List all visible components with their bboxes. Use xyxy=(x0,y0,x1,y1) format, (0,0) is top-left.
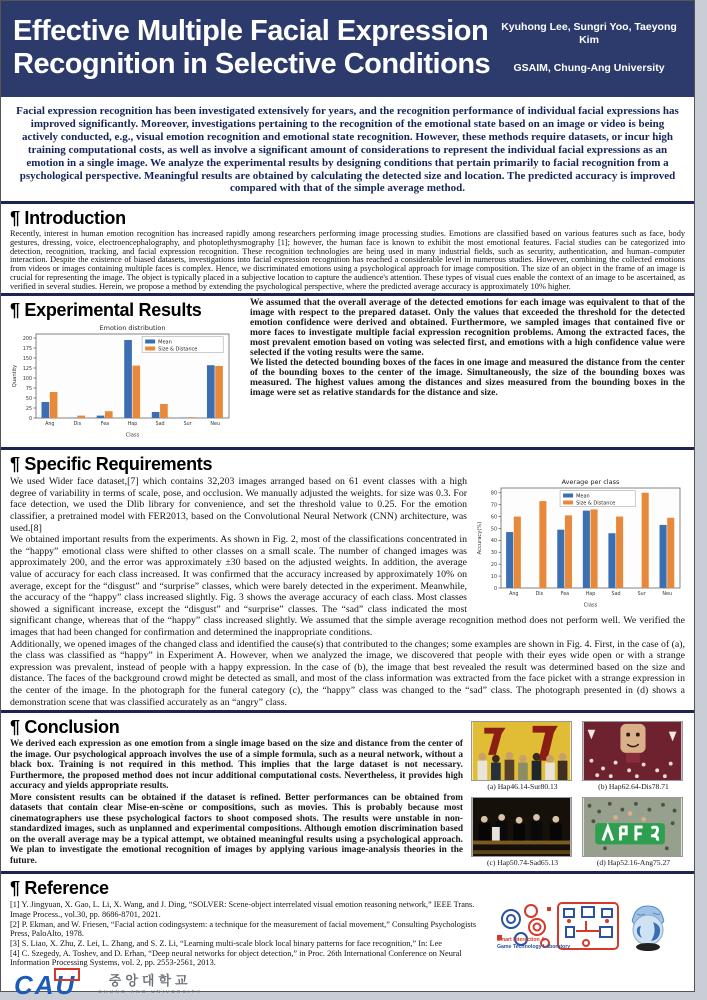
svg-text:Accuracy(%): Accuracy(%) xyxy=(477,521,483,555)
poster-header xyxy=(1,1,694,97)
introduction-heading: ¶ Introduction xyxy=(10,208,126,229)
specific-para1: We used Wider face dataset,[7] which contains 32,203 images arranged based on 61 event classes with a high degree of variability in terms of scale, pose, and occlusion. We manually adjusted the weights. for size was 0.3. For face detection, we used the Dlib library for convenience, and set the threshold value to 0.25. For the emotion classifier, a pretrained model with FER2013, based on the Convolutional Neural Network (CNN) architecture, was used.[8] xyxy=(10,476,467,534)
figure-b xyxy=(582,721,685,791)
svg-text:60: 60 xyxy=(490,515,497,521)
authors: Kyuhong Lee, Sungri Yoo, Taeyong Kim xyxy=(501,21,677,46)
university-name-english: CHUNG-ANG UNIVERSITY xyxy=(98,990,203,996)
lab-logos-block xyxy=(495,900,685,952)
poster-title-line2: Recognition in Selective Conditions xyxy=(13,48,491,80)
figure-d-image xyxy=(582,797,683,857)
cau-logo xyxy=(14,969,77,1000)
svg-text:75: 75 xyxy=(25,387,32,393)
svg-text:40: 40 xyxy=(490,539,497,545)
svg-text:100: 100 xyxy=(22,377,32,383)
figure-c xyxy=(471,797,574,867)
svg-text:Dis: Dis xyxy=(73,422,82,428)
svg-text:Neu: Neu xyxy=(210,422,221,428)
svg-text:30: 30 xyxy=(490,551,497,557)
svg-text:Size & Distance: Size & Distance xyxy=(576,500,616,507)
svg-text:Neu: Neu xyxy=(662,592,673,598)
university-name-korean: 중앙대학교 xyxy=(108,973,192,989)
svg-text:Fea: Fea xyxy=(100,422,110,428)
svg-text:25: 25 xyxy=(25,407,32,413)
svg-text:Mean: Mean xyxy=(576,493,590,500)
svg-text:Average per class: Average per class xyxy=(561,478,620,487)
reference-item-4: [4] C. Szegedy, A. Toshev, and D. Erhan, “Deep neural networks for object detection,” in Proc. 26th International Conference on Neural Information Processing Systems, vol. 2, pp. 2553-2561, 2013. xyxy=(10,948,462,968)
conclusion-para2: More consistent results can be obtained if the dataset is refined. Better performances can be obtained from datasets that contain clear Mise-en-scène or compositions, such as movies. This is probably because most cinematographers use these psychological factors to shoot composed shots. The results were unstable in non-standardized images, such as unplanned and experimental compositions. Although emotion discrimination based on the overall average may be a typical attempt, we obtained meaningful results using a psychological approach. We plan to investigate the emotional recognition of images by applying various image-analysis theories in the future. xyxy=(10,792,463,866)
footer-logos-row xyxy=(10,969,685,1000)
svg-text:80: 80 xyxy=(490,491,497,497)
svg-text:Ang: Ang xyxy=(45,422,55,428)
svg-text:0: 0 xyxy=(28,417,32,423)
abstract-text: Facial expression recognition has been investigated extensively for years, and the recognition performance of individual facial expressions has improved significantly. Moreover, investigations pertaining to the recognition of the emotional state based on an image or video is being actively conducted, e.g., visual emotion recognition and emotional state recognition. However, these methods require datasets, or incur high training computational costs, as well as involve a significant amount of considerations to represent the individual facial expressions as an emotion in a single image. We analyze the experimental results by designing conditions that pertain primarily to facial recognition from a psychological perspective. Meaningful results are obtained by calculating the detected size and location. The predicted accuracy is improved compared with that of the simple average method. xyxy=(16,105,679,195)
reference-heading: ¶ Reference xyxy=(10,878,109,899)
cau-logo-text: CAU xyxy=(14,969,77,1000)
svg-text:50: 50 xyxy=(25,397,32,403)
experimental-heading: ¶ Experimental Results xyxy=(10,300,202,321)
reference-section xyxy=(1,874,694,999)
abstract-section xyxy=(1,97,694,201)
introduction-body: Recently, interest in human emotion recognition has increased rapidly among researchers performing image processing studies. Emotions are classified based on various features such as face, body gestures, dressing, voice, electroencephalography, and photoplethysmography [1]; however, the human face is known to exhibit the most emotional features. Facial studies can be categorized into detection, recognition, tracking, and facial expression recognition. These recognition technologies are being used in many industrial fields, such as security, authentication, and human–computer interaction. Despite the existence of biased datasets, investigations into facial expression recognition has reached a considerable level in numerous studies. However, combining the collected emotions from videos or images containing multiple faces is complex. Hence, we discriminated emotions using a psychological approach for image composition. The size of an object in the frame of an image is crucial for representing the image. The object is typically placed in a subjective location to capture the audience's attention. These types of visual cues enable the context of an image to be ascertained, as verified in several studies. Herein, we propose a method by extending the psychological perspective, where the predicted average accuracy is approximately 10% higher. xyxy=(10,229,685,291)
figure-a-caption: (a) Hap46.14-Sur80.13 xyxy=(487,782,558,792)
figure-c-image xyxy=(471,797,572,857)
svg-text:70: 70 xyxy=(490,503,497,509)
figure-b-image xyxy=(582,721,683,781)
svg-text:Ang: Ang xyxy=(509,592,519,598)
conclusion-section xyxy=(1,713,694,871)
conclusion-para1: We derived each expression as one emotion from a single image based on the size and distance from the center of the image. Our psychological approach involves the use of a simple formula, such as a neural network, without a black box. Training is not required in this method. This implies that the large dataset is not necessary. Furthermore, the proposed method does not incur additional computational costs. Nevertheless, it provides high accuracy and yields appropriate results. xyxy=(10,739,463,792)
reference-item-2: [2] P. Ekman, and W. Friesen, “Facial action codingsystem: a technique for the measurement of facial movement,” Consulting Psychologists Press, PaloAlto, 1978. xyxy=(10,919,477,939)
cau-logo-red-box xyxy=(54,968,80,981)
figure-a-image xyxy=(471,721,572,781)
figure-d xyxy=(582,797,685,867)
conclusion-heading: ¶ Conclusion xyxy=(10,717,120,738)
affiliation: GSAIM, Chung-Ang University xyxy=(513,62,665,75)
svg-text:125: 125 xyxy=(22,367,32,373)
svg-text:Hap: Hap xyxy=(127,422,138,428)
experimental-text-column xyxy=(242,298,685,443)
specific-para3: Additionally, we opened images of the changed class and identified the cause(s) that contributed to the changes; some examples are shown in Fig. 4. First, in the case of (a), the class was classified as “happy” in Experiment A. However, when we analyzed the image, we discovered that people with their eyes wide open or with a strange expression was prevalent, instead of people with a happy expression. In the case of (b), the image that best revealed the result was determined based on the size and distance. The faces of the background crowd might be detected as small, and most of the class information was extracted from the face picket with a strange expression in the center of the image. In the photograph for the funeral category (c), the “happy” class was changed to the “sad” class. The photograph presented in (d) shows a demonstration scene that was classified accurately as an “angry” class. xyxy=(10,638,685,708)
figure-b-caption: (b) Hap62.64-Dis78.71 xyxy=(598,782,669,792)
svg-text:Class: Class xyxy=(583,602,598,609)
svg-text:200: 200 xyxy=(22,337,32,343)
svg-text:50: 50 xyxy=(490,527,497,533)
lab-name xyxy=(497,937,570,950)
svg-text:Sur: Sur xyxy=(183,422,192,428)
svg-text:Mean: Mean xyxy=(158,339,172,346)
svg-text:20: 20 xyxy=(490,563,497,569)
svg-text:Class: Class xyxy=(125,432,140,439)
specific-heading: ¶ Specific Requirements xyxy=(10,454,213,475)
svg-text:Dis: Dis xyxy=(535,592,544,598)
experimental-left-column xyxy=(10,298,242,443)
lab-name-line2: Game Technology Laboratory xyxy=(497,943,571,950)
svg-text:175: 175 xyxy=(22,347,32,353)
svg-text:Hap: Hap xyxy=(585,592,596,598)
globe-brain-icon xyxy=(623,900,673,952)
experimental-results-section xyxy=(1,296,694,447)
svg-text:Fea: Fea xyxy=(560,592,570,598)
experimental-para1: We assumed that the overall average of the detected emotions for each image was equivalent to that of the image with respect to the prepared dataset. Only the values that exceeded the threshold for the detected emotion confidence were derived and obtained. Furthermore, we sampled images that contained five or more faces to investigate multiple facial expression recognition problems. Among the extracted faces, the most prevalent emotion based on voting was selected first, and emotions with a high confidence value were selected if the voting results were the same. xyxy=(250,298,685,359)
conclusion-figure-grid xyxy=(471,715,685,867)
svg-text:10: 10 xyxy=(490,575,497,581)
svg-text:150: 150 xyxy=(22,357,32,363)
poster-title-line1: Effective Multiple Facial Expression xyxy=(13,14,489,47)
lab-name-line1: Smart Interaction & xyxy=(497,937,545,944)
svg-text:Sur: Sur xyxy=(637,592,646,598)
figure-d-caption: (d) Hap52.16-Ang75.27 xyxy=(596,858,671,868)
reference-item-1: [1] Y. Jingyuan, X. Gao, L. Li, X. Wang, and J. Ding, “SOLVER: Scene-object interrelated visual emotion reasoning network,” IEEE Trans. Image Process., vol.30, pp. 8686-8701, 2021. xyxy=(10,900,475,919)
svg-text:Sad: Sad xyxy=(611,592,621,598)
introduction-section xyxy=(1,204,694,293)
figure-c-caption: (c) Hap50.74-Sad65.13 xyxy=(486,858,559,868)
svg-text:Emotion distribution: Emotion distribution xyxy=(99,324,166,333)
specific-para2: We obtained important results from the experiments. As shown in Fig. 2, most of the classifications concentrated in the “happy” emotional class were shifted to other classes on a small scale. The number of changed images was approximately 200, and the error was approximately ±30 based on the adjusted weights. In addition, the average value of accuracy for each class increased. It was confirmed that the accuracy increased by approximately 10% on average, except for the “disgust” and “surprise” classes, which were barely detected in the experiment. Meanwhile, the accuracy of the “happy” class increased slightly. Fig. 3 shows the average accuracy of each class. Most classes showed a significant increase, except the “disgust” and “surprise” classes. The “sad” class indicated the most significant change, whereas that of the “happy” class increased slightly. We assumed that the simple average recognition method does not perform well. We verified the images that had been changed for confirmation and determined the inappropriate conditions. xyxy=(10,534,685,638)
figure-a xyxy=(471,721,574,791)
svg-text:Sad: Sad xyxy=(155,422,165,428)
experimental-para2: We listed the detected bounding boxes of the faces in one image and measured the distance from the center of the bounding boxes to the center of the image. Simultaneously, the size of the bounding boxes was measured. The highest values among the distances and sizes measured from the bounding boxes in the image were set as relative standards for the distance and size. xyxy=(250,358,685,399)
average-per-class-chart xyxy=(475,476,685,608)
svg-text:0: 0 xyxy=(493,587,497,593)
conclusion-text-column xyxy=(10,715,471,867)
poster-title xyxy=(13,15,494,82)
specific-requirements-section xyxy=(1,450,694,710)
university-name-block xyxy=(98,970,202,997)
svg-text:Quantity: Quantity xyxy=(12,365,18,388)
reference-item-3: [3] S. Liao, X. Zhu, Z. Lei, L. Zhang, and S. Z. Li, “Learning multi-scale block local binary patterns for face recognition,” In: Lee xyxy=(10,938,442,948)
emotion-distribution-chart xyxy=(10,322,234,438)
authors-block xyxy=(494,21,684,75)
svg-text:Size & Distance: Size & Distance xyxy=(158,346,198,353)
